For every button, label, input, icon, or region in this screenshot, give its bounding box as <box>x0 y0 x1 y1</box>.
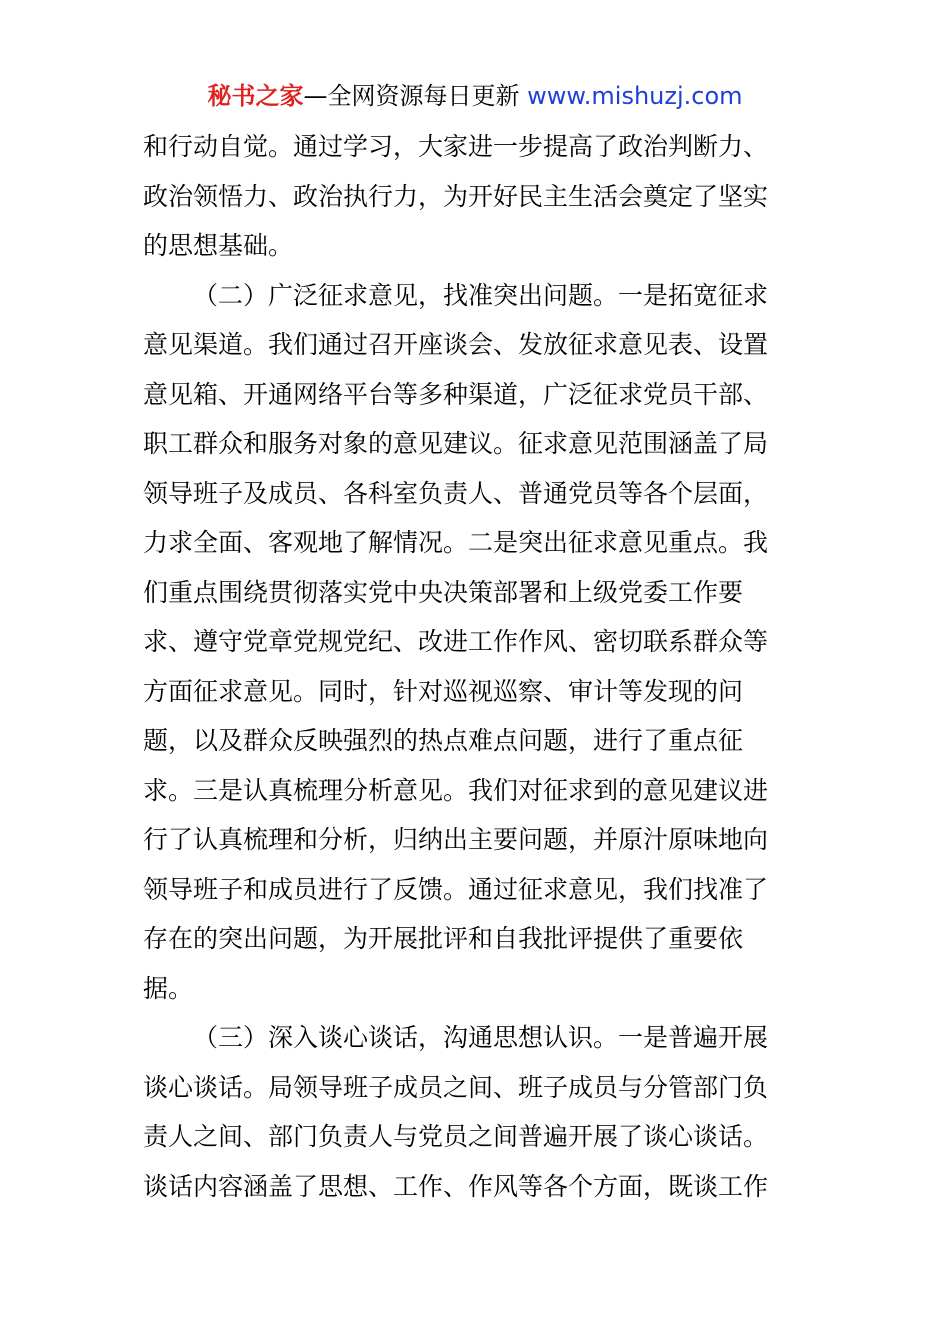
text-line: 的思想基础。 <box>143 231 294 260</box>
text-line: 职工群众和服务对象的意见建议。征求意见范围涵盖了局 <box>143 429 769 458</box>
paragraph-start-line: （三）深入谈心谈话，沟通思想认识。一是普遍开展 <box>193 1023 769 1052</box>
text-line: 方面征求意见。同时，针对巡视巡察、审计等发现的问 <box>143 676 744 706</box>
brand-name: 秘书之家 <box>207 82 304 110</box>
text-line: 谈话内容涵盖了思想、工作、作风等各个方面，既谈工作 <box>143 1171 769 1201</box>
page-header <box>0 80 950 112</box>
site-url: www.mishuzj.com <box>527 82 743 110</box>
text-line: 据。 <box>143 973 194 1003</box>
header-slogan: —全网资源每日更新 <box>303 82 520 110</box>
text-line: 领导班子及成员、各科室负责人、普通党员等各个层面， <box>143 478 769 508</box>
text-line: 行了认真梳理和分析，归纳出主要问题，并原汁原味地向 <box>143 825 769 854</box>
text-line: 责人之间、部门负责人与党员之间普遍开展了谈心谈话。 <box>143 1122 769 1151</box>
text-line: 求、遵守党章党规党纪、改进工作作风、密切联系群众等 <box>143 627 769 656</box>
text-line: 意见箱、开通网络平台等多种渠道，广泛征求党员干部、 <box>143 379 769 409</box>
text-line: 求。三是认真梳理分析意见。我们对征求到的意见建议进 <box>143 775 769 805</box>
text-line: 存在的突出问题，为开展批评和自我批评提供了重要依 <box>143 924 744 953</box>
text-line: 力求全面、客观地了解情况。二是突出征求意见重点。我 <box>143 528 769 557</box>
text-line: 政治领悟力、政治执行力，为开好民主生活会奠定了坚实 <box>143 181 769 211</box>
paragraph-start-line: （二）广泛征求意见，找准突出问题。一是拓宽征求 <box>193 280 769 310</box>
text-line: 题，以及群众反映强烈的热点难点问题，进行了重点征 <box>143 726 744 755</box>
text-line: 们重点围绕贯彻落实党中央决策部署和上级党委工作要 <box>143 577 744 607</box>
document-body <box>143 122 807 1211</box>
text-line: 意见渠道。我们通过召开座谈会、发放征求意见表、设置 <box>143 330 769 359</box>
text-line: 谈心谈话。局领导班子成员之间、班子成员与分管部门负 <box>143 1072 769 1102</box>
text-line: 和行动自觉。通过学习，大家进一步提高了政治判断力、 <box>143 132 769 161</box>
text-line: 领导班子和成员进行了反馈。通过征求意见，我们找准了 <box>143 874 769 904</box>
